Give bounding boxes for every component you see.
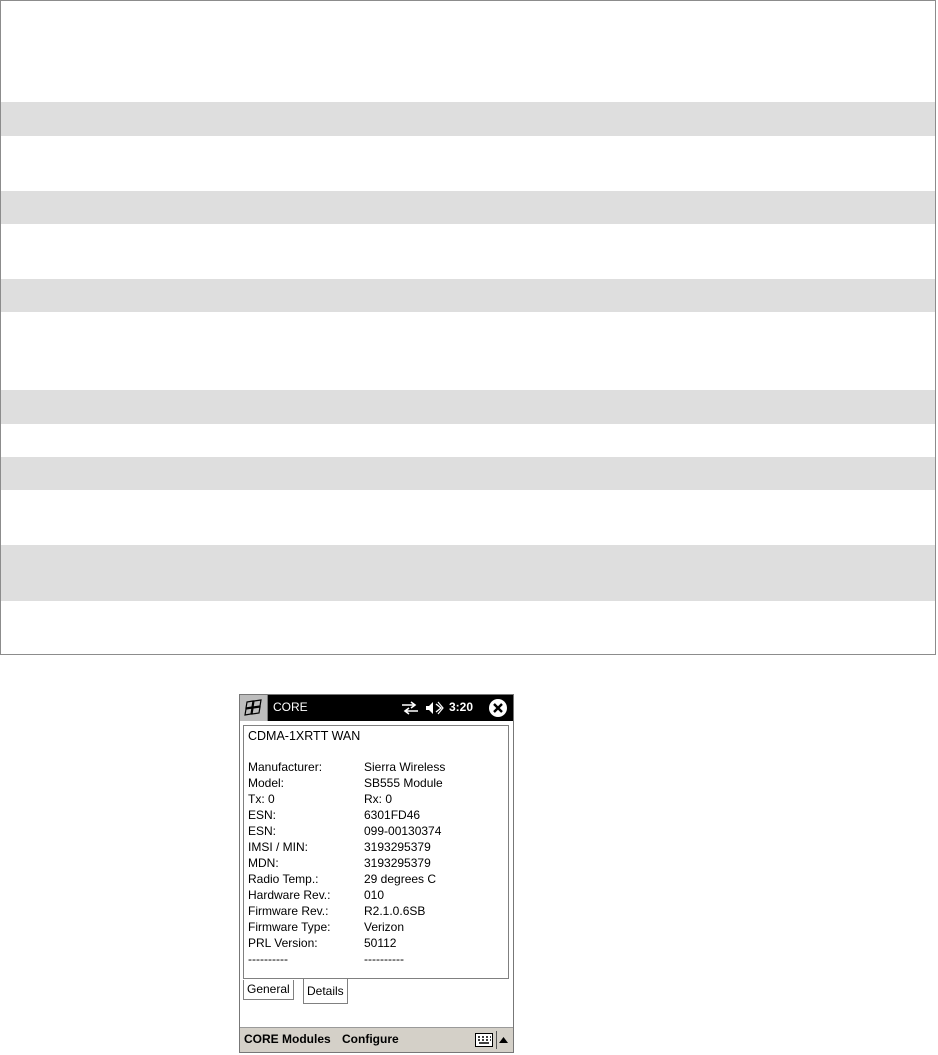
menu-bar [240,1027,513,1052]
detail-label: Tx: 0 [248,792,275,806]
detail-value: 3193295379 [364,856,431,870]
detail-label: Firmware Type: [248,920,331,934]
detail-row [248,856,503,872]
detail-label: PRL Version: [248,936,318,950]
detail-value: R2.1.0.6SB [364,904,426,918]
table-row [1,457,935,490]
detail-label: MDN: [248,856,279,870]
detail-label: Manufacturer: [248,760,323,774]
detail-value: 010 [364,888,385,902]
table-row [1,136,935,191]
start-button[interactable] [240,695,268,721]
detail-row [248,824,503,840]
sip-divider [496,1031,497,1049]
details-panel [243,725,509,979]
detail-value: ---------- [364,952,404,966]
detail-row [248,904,503,920]
detail-label: Firmware Rev.: [248,904,329,918]
keyboard-icon[interactable] [475,1033,493,1047]
detail-row [248,872,503,888]
detail-value: 29 degrees C [364,872,437,886]
clock[interactable]: 3:20 [449,700,474,714]
menu-core[interactable]: CORE [244,1032,279,1046]
menu-modules[interactable]: Modules [282,1032,331,1046]
table-row [1,490,935,545]
detail-row [248,776,503,792]
detail-label: Model: [248,776,285,790]
detail-label: ESN: [248,808,277,822]
detail-row [248,808,503,824]
windows-start-icon [244,698,264,718]
close-icon[interactable] [488,698,508,718]
table-row [1,1,935,102]
table-row [1,102,935,136]
table-row [1,390,935,424]
sip-arrow-icon[interactable] [499,1037,508,1043]
menu-configure[interactable]: Configure [342,1032,399,1046]
detail-label: Radio Temp.: [248,872,319,886]
table-row [1,545,935,601]
table-row [1,224,935,279]
tab-details[interactable]: Details [303,979,348,1004]
detail-label: IMSI / MIN: [248,840,308,854]
detail-label: ESN: [248,824,277,838]
tab-general[interactable]: General [243,980,294,1000]
table-row [1,312,935,390]
table-row [1,424,935,457]
table-row [1,191,935,224]
detail-value: 099-00130374 [364,824,442,838]
detail-value: SB555 Module [364,776,443,790]
table-row [1,279,935,312]
detail-row [248,952,503,968]
detail-row [248,792,503,808]
detail-row [248,760,503,776]
table-row [1,601,935,654]
detail-label: Hardware Rev.: [248,888,331,902]
pocket-pc-screen [239,694,514,1053]
title-bar [240,695,513,721]
connectivity-icon[interactable] [400,701,420,715]
detail-row [248,920,503,936]
detail-label: ---------- [248,952,288,966]
detail-value: 50112 [364,936,397,950]
detail-value: Rx: 0 [364,792,393,806]
detail-value: Sierra Wireless [364,760,446,774]
detail-value: 6301FD46 [364,808,421,822]
detail-row [248,888,503,904]
detail-row [248,936,503,952]
app-title: CORE [273,700,308,714]
detail-value: 3193295379 [364,840,431,854]
detail-value: Verizon [364,920,405,934]
section-heading: CDMA-1XRTT WAN [248,729,361,743]
detail-row [248,840,503,856]
volume-icon[interactable] [425,701,445,715]
